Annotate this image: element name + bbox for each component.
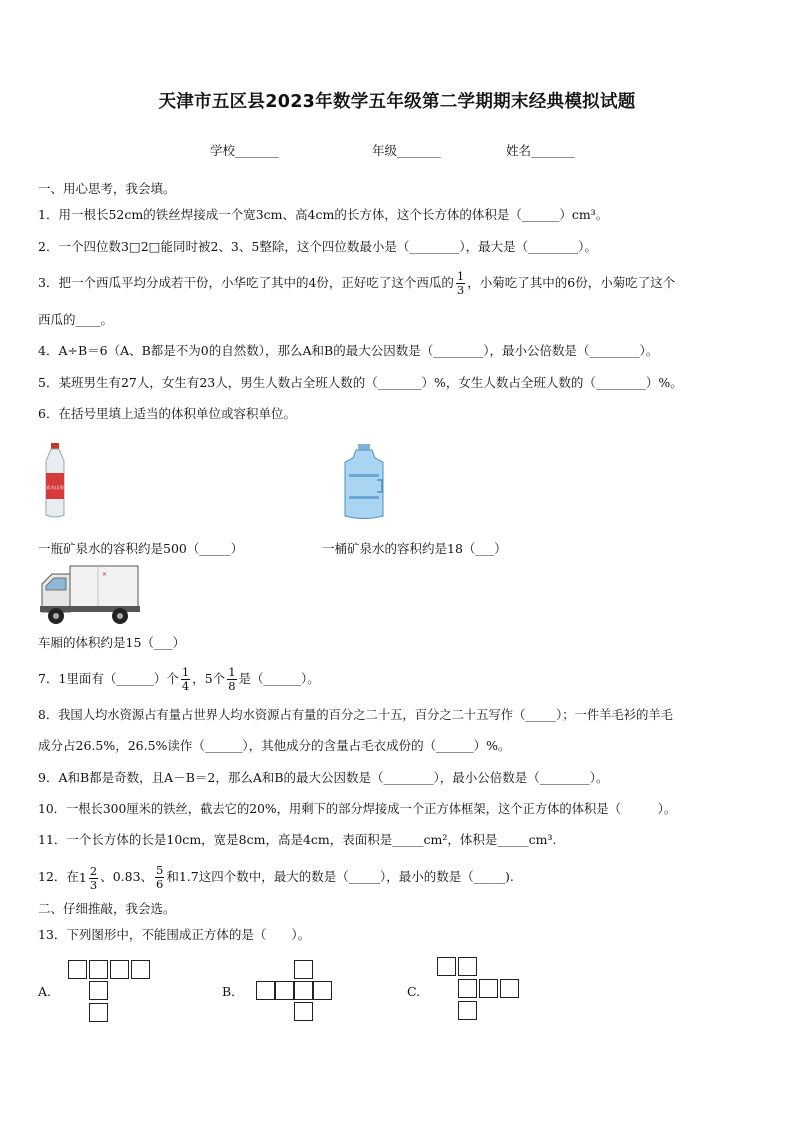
bottle-brand: 农夫山泉 bbox=[46, 486, 64, 491]
option-c-label[interactable]: C. bbox=[407, 984, 421, 999]
question-3-line-2: 西瓜的____。 bbox=[38, 312, 114, 327]
question-3 bbox=[38, 266, 675, 300]
question-12-text-a: 12．在 bbox=[38, 869, 79, 884]
net-square bbox=[458, 957, 477, 976]
fraction-numerator: 1 bbox=[456, 269, 465, 283]
fraction-denominator: 8 bbox=[228, 679, 236, 693]
question-6: 6．在括号里填上适当的体积单位或容积单位。 bbox=[38, 406, 296, 421]
net-square bbox=[89, 981, 108, 1000]
fraction-numerator: 1 bbox=[181, 665, 190, 679]
fraction-denominator: 6 bbox=[156, 877, 164, 891]
net-square bbox=[458, 979, 477, 998]
fraction-numerator: 2 bbox=[89, 863, 98, 878]
truck-image bbox=[38, 562, 142, 628]
question-7 bbox=[38, 659, 320, 699]
net-square bbox=[294, 1002, 313, 1021]
section-heading-1: 一、用心思考，我会填。 bbox=[38, 181, 176, 196]
question-11: 11．一个长方体的长是10cm，宽是8cm，高是4cm，表面积是_____cm²，体积是_____cm³. bbox=[38, 832, 557, 847]
option-a-label[interactable]: A. bbox=[38, 984, 52, 999]
question-12-text-c: 和1.7这四个数中，最大的数是（_____），最小的数是（_____). bbox=[166, 869, 514, 884]
name-field: 姓名_______ bbox=[506, 143, 575, 158]
net-square bbox=[294, 981, 313, 1000]
question-4: 4．A÷B＝6（A、B都是不为0的自然数），那么A和B的最大公因数是（________），最小公倍数是（________）。 bbox=[38, 343, 659, 358]
question-2: 2．一个四位数3□2□能同时被2、3、5整除，这个四位数最小是（________），最大是（________）。 bbox=[38, 239, 597, 254]
fraction-five-sixths bbox=[155, 864, 164, 891]
fraction-denominator: 3 bbox=[456, 283, 465, 297]
truck-volume-text: 车厢的体积约是15（___） bbox=[38, 635, 186, 650]
section-heading-2: 二、仔细推敲，我会选。 bbox=[38, 901, 176, 916]
question-7-text-b: ，5个 bbox=[192, 671, 226, 686]
net-square bbox=[89, 1003, 108, 1022]
fraction-denominator: 4 bbox=[181, 679, 190, 693]
fraction-numerator: 1 bbox=[228, 665, 236, 679]
water-bucket-image bbox=[341, 444, 387, 520]
question-8-line-2: 成分占26.5%，26.5%读作（______），其他成分的含量占毛衣成份的（______）%。 bbox=[38, 738, 511, 753]
question-8-line-1: 8．我国人均水资源占有量占世界人均水资源占有量的百分之二十五，百分之二十五写作（_____）；一件羊毛衫的羊毛 bbox=[38, 708, 673, 722]
truck-hub bbox=[117, 613, 123, 619]
question-1: 1．用一根长52cm的铁丝焊接成一个宽3cm、高4cm的长方体，这个长方体的体积是（______）cm³。 bbox=[38, 207, 609, 222]
net-square bbox=[89, 960, 108, 979]
question-3-text-b: ，小菊吃了其中的6份，小菊吃了这个 bbox=[467, 275, 676, 290]
question-7-text-c: 是（______）。 bbox=[238, 671, 320, 686]
question-10: 10．一根长300厘米的铁丝，截去它的20%，用剩下的部分焊接成一个正方体框架，这个正方体的体积是（ ）。 bbox=[38, 802, 677, 816]
bucket-volume-text: 一桶矿泉水的容积约是18（___） bbox=[322, 541, 507, 556]
mixed-whole: 1 bbox=[78, 869, 87, 885]
question-9: 9．A和B都是奇数，且A－B＝2，那么A和B的最大公因数是（________），最小公倍数是（________）。 bbox=[38, 770, 609, 785]
fraction-one-third bbox=[456, 270, 465, 297]
bucket-cap bbox=[358, 444, 370, 450]
net-square bbox=[275, 981, 294, 1000]
bottle-volume-text: 一瓶矿泉水的容积约是500（_____） bbox=[38, 541, 244, 556]
school-field: 学校_______ bbox=[210, 143, 279, 158]
mixed-number bbox=[79, 856, 100, 900]
net-square bbox=[313, 981, 332, 1000]
net-square bbox=[479, 979, 498, 998]
question-12 bbox=[38, 855, 514, 900]
net-square bbox=[294, 960, 313, 979]
question-5: 5．某班男生有27人，女生有23人，男生人数占全班人数的（_______）%，女生人数占全班人数的（________）%。 bbox=[38, 375, 683, 390]
question-12-text-b: 、0.83、 bbox=[100, 869, 154, 884]
net-square bbox=[458, 1001, 477, 1020]
bucket-body bbox=[345, 450, 383, 519]
page-title: 天津市五区县2023年数学五年级第二学期期末经典模拟试题 bbox=[158, 92, 636, 112]
fraction-numerator: 5 bbox=[156, 863, 164, 877]
question-3-text-a: 3．把一个西瓜平均分成若干份，小华吃了其中的4份，正好吃了这个西瓜的 bbox=[38, 275, 454, 290]
fraction-one-eighth bbox=[227, 666, 236, 693]
net-square bbox=[437, 957, 456, 976]
truck-logo-icon: ✕ bbox=[102, 571, 108, 578]
net-square bbox=[500, 979, 519, 998]
net-square bbox=[131, 960, 150, 979]
truck-hub bbox=[53, 613, 59, 619]
water-bottle-image bbox=[42, 443, 68, 519]
bottle-cap bbox=[51, 443, 59, 449]
fraction-denominator: 3 bbox=[89, 877, 98, 892]
option-b-label[interactable]: B． bbox=[222, 984, 244, 999]
fraction-one-quarter bbox=[181, 666, 190, 693]
net-square bbox=[68, 960, 87, 979]
grade-field: 年级_______ bbox=[372, 143, 441, 158]
bucket-ring bbox=[349, 474, 379, 477]
net-square bbox=[256, 981, 275, 1000]
question-7-text-a: 7．1里面有（______）个 bbox=[38, 671, 179, 686]
bucket-ring bbox=[349, 496, 379, 499]
question-13: 13．下列图形中，不能围成正方体的是（ ）。 bbox=[38, 927, 311, 942]
fraction-two-thirds bbox=[89, 865, 98, 892]
net-square bbox=[110, 960, 129, 979]
